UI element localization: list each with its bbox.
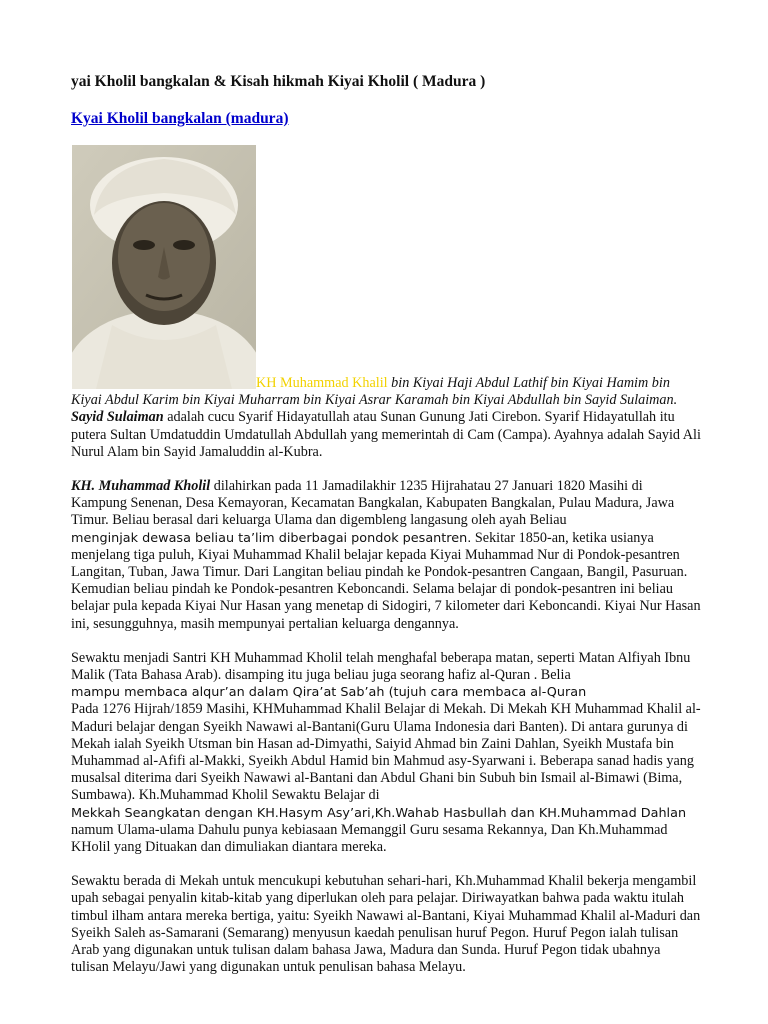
intro-paragraph xyxy=(71,375,701,409)
intro-name: KH Muhammad Khalil xyxy=(256,375,388,391)
article-link[interactable]: Kyai Kholil bangkalan (madura) xyxy=(71,110,289,127)
p3-text-b: mampu membaca alqur’an dalam Qira’at Sab’ah (tujuh cara membaca al-Quran xyxy=(71,685,587,701)
p3-text-a: Sewaktu menjadi Santri KH Muhammad Kholil telah menghafal beberapa matan, seperti Matan Alfiyah Ibnu Malik (Tata Bahasa Arab). disamping itu juga beliau juga seorang hafiz al-Quran . Belia xyxy=(71,649,691,684)
p1-lead: Sayid Sulaiman xyxy=(71,409,164,426)
intro-lineage: bin Kiyai Haji Abdul Lathif bin Kiyai Hamim bin Kiyai Abdul Karim bin Kiyai Muharram bin Kiyai Asrar Karamah bin Kiyai Abdullah bin Sayid Sulaiman. xyxy=(71,375,678,409)
p3-text-c: Pada 1276 Hijrah/1859 Masihi, KHMuhammad Khalil Belajar di Mekah. Di Mekah KH Muhammad Khalil al-Maduri belajar dengan Syeikh Nawawi al-Bantani(Guru Ulama Indonesia dari Banten). Di antara gurunya di Mekah ialah Syeikh Utsman bin Hasan ad-Dimyathi, Saiyid Ahmad bin Zaini Dahlan, Syeikh Mustafa bin Muhammad al-Afifi al-Makki, Syeikh Abdul Hamid bin Mahmud asy-Syarwani i. Beberapa sanad hadis yang musalsal diterima dari Syeikh Nawawi al-Bantani dan Abdul Ghani bin Subuh bin Ismail al-Bimawi (Bima, Sumbawa). Kh.Muhammad Kholil Sewaktu Belajar di xyxy=(71,701,701,804)
page-title: yai Kholil bangkalan & Kisah hikmah Kiyai Kholil ( Madura ) xyxy=(71,73,486,90)
article-body xyxy=(71,375,701,977)
portrait-photo xyxy=(72,145,256,389)
p2-lead: KH. Muhammad Kholil xyxy=(71,478,211,495)
p2-text-b: menginjak dewasa beliau ta’lim diberbagai pondok pesantren. xyxy=(71,530,472,546)
p1-text: adalah cucu Syarif Hidayatullah atau Sunan Gunung Jati Cirebon. Syarif Hidayatullah itu putera Sultan Umdatuddin Umdatullah Abdullah yang memerintah di Cam (Campa). Ayahnya adalah Sayid Ali Nurul Alam bin Sayid Jamaluddin al-Kubra. xyxy=(71,409,701,460)
p3-text-e: namum Ulama-ulama Dahulu punya kebiasaan Memanggil Guru sesama Rekannya, Dan Kh.Muhammad KHolil yang Dituakan dan dimuliakan diantara mereka. xyxy=(71,821,668,856)
portrait-image xyxy=(72,145,256,389)
paragraph-3 xyxy=(71,650,701,856)
p2-text-a: dilahirkan pada 11 Jamadilakhir 1235 Hijrahatau 27 Januari 1820 Masihi di Kampung Senenan, Desa Kemayoran, Kecamatan Bangkalan, Kabupaten Bangkalan, Pulau Madura, Jawa Timur. Beliau berasal dari keluarga Ulama dan digembleng langasung oleh ayah Beliau xyxy=(71,478,675,529)
p2-text-c: Sekitar 1850-an, ketika usianya menjelang tiga puluh, Kiyai Muhammad Khalil belajar kepada Kiyai Muhammad Nur di Pondok-pesantren Langitan, Tuban, Jawa Timur. Dari Langitan beliau pindah ke Pondok-pesantren Cangaan, Bangil, Pasuruan. Kemudian beliau pindah ke Pondok-pesantren Keboncandi. Selama belajar di pondok-pesantren ini beliau belajar pula kepada Kiyai Nur Hasan yang menetap di Sidogiri, 7 kilometer dari Keboncandi. Kiyai Nur Hasan ini, sesungguhnya, masih mempunyai pertalian keluarga dengannya. xyxy=(71,529,701,632)
paragraph-2 xyxy=(71,478,701,633)
paragraph-1 xyxy=(71,409,701,461)
p3-text-d: Mekkah Seangkatan dengan KH.Hasym Asy’ari,Kh.Wahab Hasbullah dan KH.Muhammad Dahlan xyxy=(71,805,687,821)
paragraph-4: Sewaktu berada di Mekah untuk mencukupi kebutuhan sehari-hari, Kh.Muhammad Khalil bekerja mengambil upah sebagai penyalin kitab-kitab yang diperlukan oleh para pelajar. Diriwayatkan bahwa pada waktu itulah timbul ilham antara mereka bertiga, yaitu: Syeikh Nawawi al-Bantani, Kiyai Muhammad Khalil al-Maduri dan Syeikh Saleh as-Samarani (Semarang) menyusun kaedah penulisan huruf Pegon. Huruf Pegon ialah tulisan Arab yang digunakan untuk tulisan dalam bahasa Jawa, Madura dan Sunda. Huruf Pegon tidak ubahnya tulisan Melayu/Jawi yang digunakan untuk penulisan bahasa Melayu. xyxy=(71,873,701,976)
